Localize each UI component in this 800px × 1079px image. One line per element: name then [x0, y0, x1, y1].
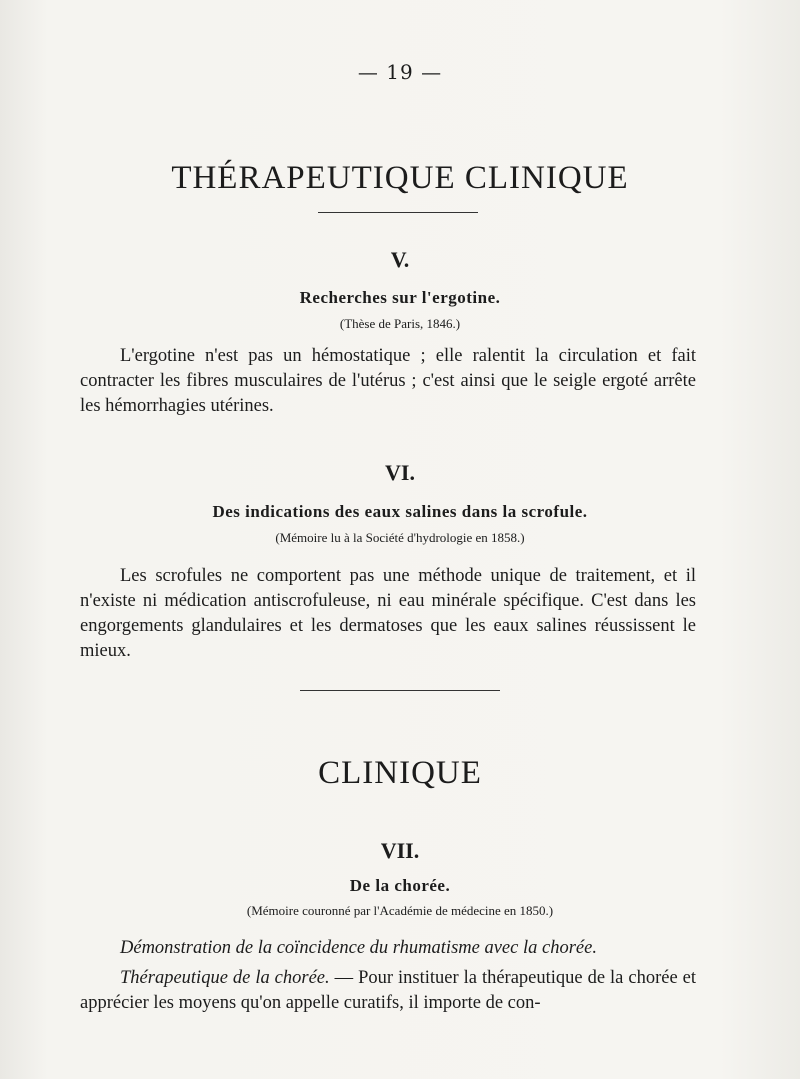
entry-body-scrofule: Les scrofules ne comportent pas une méthode unique de traitement, et il n'existe ni médication antiscrofuleuse, ni eau minérale spécifique. C'est dans les engorgements glandulaires et les dermatoses que les eaux salines réussissent le mieux.: [80, 566, 696, 661]
entry-title-choree: De la chorée.: [349, 876, 451, 895]
entry-note-academie: (Mémoire couronné par l'Académie de médecine en 1850.): [246, 903, 554, 918]
entry-title-eaux-salines: Des indications des eaux salines dans la scrofule.: [212, 502, 588, 521]
therapy-text: — Pour instituer la thérapeutique de la chorée et apprécier les moyens qu'on appelle curatifs, il importe de con-: [80, 968, 696, 1013]
heading-rule: [318, 212, 478, 213]
entry-subtitle-demonstration: Démonstration de la coïncidence du rhumatisme avec la chorée.: [120, 938, 597, 958]
entry-numeral-vii: VII.: [380, 838, 420, 863]
section-heading-clinique: CLINIQUE: [318, 755, 482, 791]
page-number: — 19 —: [357, 60, 443, 84]
entry-note-these: (Thèse de Paris, 1846.): [339, 316, 461, 331]
section-divider: [300, 690, 500, 691]
entry-note-memoire: (Mémoire lu à la Société d'hydrologie en 1858.): [275, 530, 525, 545]
entry-numeral-vi: VI.: [385, 460, 415, 485]
entry-numeral-v: V.: [390, 247, 410, 272]
entry-body-therapeutique: [80, 966, 696, 1016]
therapy-label: Thérapeutique de la chorée.: [120, 968, 330, 988]
entry-title-ergotine: Recherches sur l'ergotine.: [299, 288, 501, 307]
section-heading-therapeutique: THÉRAPEUTIQUE CLINIQUE: [171, 160, 629, 196]
entry-body-ergotine: L'ergotine n'est pas un hémostatique ; elle ralentit la circulation et fait contracter les fibres musculaires de l'utérus ; c'est ainsi que le seigle ergoté arrête les hémorrhagies utérines.: [80, 346, 696, 416]
